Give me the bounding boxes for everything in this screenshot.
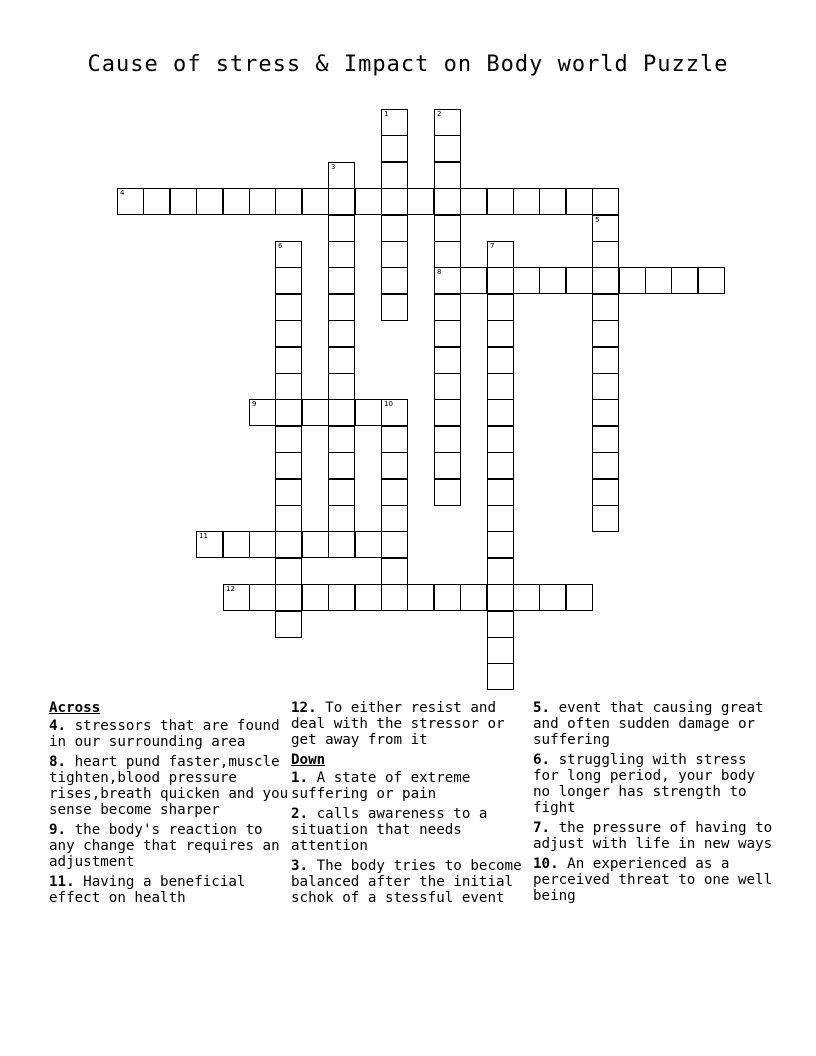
grid-cell[interactable] bbox=[381, 452, 408, 479]
grid-cell[interactable] bbox=[513, 584, 540, 611]
grid-cell[interactable] bbox=[381, 399, 408, 426]
grid-cell[interactable] bbox=[434, 188, 461, 215]
grid-cell[interactable] bbox=[487, 479, 514, 506]
grid-cell[interactable] bbox=[460, 267, 487, 294]
grid-cell[interactable] bbox=[487, 294, 514, 321]
cell-number: 3 bbox=[331, 163, 336, 171]
grid-cell[interactable] bbox=[645, 267, 672, 294]
grid-cell[interactable] bbox=[487, 267, 514, 294]
grid-cell[interactable] bbox=[487, 531, 514, 558]
grid-cell[interactable] bbox=[434, 584, 461, 611]
grid-cell[interactable] bbox=[434, 426, 461, 453]
grid-cell[interactable] bbox=[249, 399, 276, 426]
grid-cell[interactable] bbox=[487, 373, 514, 400]
grid-cell[interactable] bbox=[592, 479, 619, 506]
grid-cell[interactable] bbox=[487, 241, 514, 268]
grid-cell[interactable] bbox=[434, 162, 461, 189]
grid-cell[interactable] bbox=[487, 399, 514, 426]
grid-cell[interactable] bbox=[275, 558, 302, 585]
grid-cell[interactable] bbox=[328, 452, 355, 479]
grid-cell[interactable] bbox=[275, 347, 302, 374]
clue-down-7: 7. the pressure of having to adjust with life in new ways bbox=[533, 820, 773, 852]
grid-cell[interactable] bbox=[143, 188, 170, 215]
grid-cell[interactable] bbox=[566, 584, 593, 611]
grid-cell[interactable] bbox=[275, 426, 302, 453]
grid-cell[interactable] bbox=[487, 637, 514, 664]
grid-cell[interactable] bbox=[592, 505, 619, 532]
grid-cell[interactable] bbox=[355, 584, 382, 611]
grid-cell[interactable] bbox=[487, 663, 514, 690]
grid-cell[interactable] bbox=[592, 241, 619, 268]
grid-cell[interactable] bbox=[407, 584, 434, 611]
cell-number: 11 bbox=[199, 532, 208, 540]
grid-cell[interactable] bbox=[434, 347, 461, 374]
cell-number: 6 bbox=[278, 242, 283, 250]
grid-cell[interactable] bbox=[117, 188, 144, 215]
grid-cell[interactable] bbox=[592, 426, 619, 453]
clue-down-6: 6. struggling with stress for long period, your body no longer has strength to fight bbox=[533, 752, 756, 816]
grid-cell[interactable] bbox=[434, 215, 461, 242]
grid-cell[interactable] bbox=[434, 267, 461, 294]
grid-cell[interactable] bbox=[328, 294, 355, 321]
grid-cell[interactable] bbox=[381, 188, 408, 215]
grid-cell[interactable] bbox=[302, 531, 329, 558]
grid-cell[interactable] bbox=[460, 188, 487, 215]
grid-cell[interactable] bbox=[381, 162, 408, 189]
grid-cell[interactable] bbox=[513, 267, 540, 294]
clue-across-8: 8. heart pund faster,muscle tighten,blood pressure rises,breath quicken and you sense become sharper bbox=[49, 754, 289, 818]
grid-cell[interactable] bbox=[592, 347, 619, 374]
grid-cell[interactable] bbox=[487, 452, 514, 479]
grid-cell[interactable] bbox=[592, 294, 619, 321]
cell-number: 8 bbox=[437, 268, 442, 276]
clues-column-1 bbox=[49, 700, 289, 910]
grid-cell[interactable] bbox=[592, 188, 619, 215]
grid-cell[interactable] bbox=[487, 611, 514, 638]
grid-cell[interactable] bbox=[275, 584, 302, 611]
down-heading: Down bbox=[291, 752, 326, 768]
grid-cell[interactable] bbox=[275, 479, 302, 506]
grid-cell[interactable] bbox=[671, 267, 698, 294]
grid-cell[interactable] bbox=[196, 188, 223, 215]
grid-cell[interactable] bbox=[487, 505, 514, 532]
cell-number: 10 bbox=[384, 400, 393, 408]
clue-down-2: 2. calls awareness to a situation that needs attention bbox=[291, 806, 488, 854]
grid-cell[interactable] bbox=[328, 215, 355, 242]
clue-down-5: 5. event that causing great and often sudden damage or suffering bbox=[533, 700, 764, 748]
clue-across-12: 12. To either resist and deal with the stressor or get away from it bbox=[291, 700, 505, 748]
grid-cell[interactable] bbox=[275, 373, 302, 400]
grid-cell[interactable] bbox=[381, 241, 408, 268]
grid-cell[interactable] bbox=[566, 188, 593, 215]
grid-cell[interactable] bbox=[513, 188, 540, 215]
grid-cell[interactable] bbox=[355, 188, 382, 215]
grid-cell[interactable] bbox=[381, 558, 408, 585]
grid-cell[interactable] bbox=[592, 320, 619, 347]
grid-cell[interactable] bbox=[434, 135, 461, 162]
grid-cell[interactable] bbox=[381, 479, 408, 506]
grid-cell[interactable] bbox=[381, 426, 408, 453]
grid-cell[interactable] bbox=[275, 611, 302, 638]
cell-number: 1 bbox=[384, 110, 389, 118]
grid-cell[interactable] bbox=[275, 188, 302, 215]
cell-number: 2 bbox=[437, 110, 442, 118]
grid-cell[interactable] bbox=[381, 215, 408, 242]
grid-cell[interactable] bbox=[381, 267, 408, 294]
grid-cell[interactable] bbox=[487, 584, 514, 611]
grid-cell[interactable] bbox=[381, 294, 408, 321]
clue-across-11: 11. Having a beneficial effect on health bbox=[49, 874, 246, 906]
grid-cell[interactable] bbox=[487, 188, 514, 215]
grid-cell[interactable] bbox=[434, 241, 461, 268]
grid-cell[interactable] bbox=[592, 373, 619, 400]
grid-cell[interactable] bbox=[434, 373, 461, 400]
grid-cell[interactable] bbox=[302, 188, 329, 215]
grid-cell[interactable] bbox=[487, 320, 514, 347]
grid-cell[interactable] bbox=[328, 426, 355, 453]
grid-cell[interactable] bbox=[381, 109, 408, 136]
grid-cell[interactable] bbox=[619, 267, 646, 294]
cell-number: 12 bbox=[226, 585, 235, 593]
grid-cell[interactable] bbox=[381, 531, 408, 558]
across-heading: Across bbox=[49, 700, 101, 716]
grid-cell[interactable] bbox=[328, 373, 355, 400]
grid-cell[interactable] bbox=[223, 531, 250, 558]
grid-cell[interactable] bbox=[196, 531, 223, 558]
grid-cell[interactable] bbox=[434, 294, 461, 321]
grid-cell[interactable] bbox=[592, 267, 619, 294]
cell-number: 5 bbox=[595, 216, 600, 224]
grid-cell[interactable] bbox=[328, 479, 355, 506]
grid-cell[interactable] bbox=[355, 399, 382, 426]
grid-cell[interactable] bbox=[328, 584, 355, 611]
grid-cell[interactable] bbox=[249, 188, 276, 215]
clue-across-9: 9. the body's reaction to any change that requires an adjustment bbox=[49, 822, 280, 870]
grid-cell[interactable] bbox=[328, 241, 355, 268]
grid-cell[interactable] bbox=[328, 320, 355, 347]
grid-cell[interactable] bbox=[328, 505, 355, 532]
grid-cell[interactable] bbox=[275, 294, 302, 321]
grid-cell[interactable] bbox=[275, 267, 302, 294]
grid-cell[interactable] bbox=[328, 188, 355, 215]
cell-number: 9 bbox=[252, 400, 257, 408]
cell-number: 7 bbox=[490, 242, 495, 250]
grid-cell[interactable] bbox=[592, 215, 619, 242]
grid-cell[interactable] bbox=[698, 267, 725, 294]
grid-cell[interactable] bbox=[407, 188, 434, 215]
grid-cell[interactable] bbox=[566, 267, 593, 294]
grid-cell[interactable] bbox=[434, 479, 461, 506]
grid-cell[interactable] bbox=[434, 399, 461, 426]
grid-cell[interactable] bbox=[355, 531, 382, 558]
clue-down-3: 3. The body tries to become balanced after the initial schok of a stessful event bbox=[291, 858, 522, 906]
clue-across-4: 4. stressors that are found in our surrounding area bbox=[49, 718, 280, 750]
grid-cell[interactable] bbox=[249, 584, 276, 611]
grid-cell[interactable] bbox=[328, 399, 355, 426]
clue-down-1: 1. A state of extreme suffering or pain bbox=[291, 770, 471, 802]
grid-cell[interactable] bbox=[434, 452, 461, 479]
grid-cell[interactable] bbox=[275, 241, 302, 268]
grid-cell[interactable] bbox=[328, 162, 355, 189]
grid-cell[interactable] bbox=[381, 135, 408, 162]
grid-cell[interactable] bbox=[487, 347, 514, 374]
puzzle-title: Cause of stress & Impact on Body world Puzzle bbox=[87, 52, 729, 77]
clue-down-10: 10. An experienced as a perceived threat to one well being bbox=[533, 856, 773, 904]
grid-cell[interactable] bbox=[302, 584, 329, 611]
grid-cell[interactable] bbox=[592, 452, 619, 479]
grid-cell[interactable] bbox=[328, 531, 355, 558]
grid-cell[interactable] bbox=[275, 399, 302, 426]
grid-cell[interactable] bbox=[275, 320, 302, 347]
grid-cell[interactable] bbox=[275, 531, 302, 558]
grid-cell[interactable] bbox=[328, 347, 355, 374]
grid-cell[interactable] bbox=[275, 505, 302, 532]
grid-cell[interactable] bbox=[302, 399, 329, 426]
grid-cell[interactable] bbox=[328, 267, 355, 294]
clues-column-2 bbox=[291, 700, 531, 910]
grid-cell[interactable] bbox=[381, 584, 408, 611]
grid-cell[interactable] bbox=[460, 584, 487, 611]
grid-cell[interactable] bbox=[170, 188, 197, 215]
grid-cell[interactable] bbox=[487, 426, 514, 453]
grid-cell[interactable] bbox=[539, 584, 566, 611]
cell-number: 4 bbox=[120, 189, 125, 197]
grid-cell[interactable] bbox=[275, 452, 302, 479]
grid-cell[interactable] bbox=[434, 109, 461, 136]
clues-column-3 bbox=[533, 700, 773, 908]
grid-cell[interactable] bbox=[434, 320, 461, 347]
grid-cell[interactable] bbox=[539, 267, 566, 294]
grid-cell[interactable] bbox=[592, 399, 619, 426]
grid-cell[interactable] bbox=[487, 558, 514, 585]
grid-cell[interactable] bbox=[223, 584, 250, 611]
grid-cell[interactable] bbox=[249, 531, 276, 558]
grid-cell[interactable] bbox=[223, 188, 250, 215]
grid-cell[interactable] bbox=[381, 505, 408, 532]
grid-cell[interactable] bbox=[539, 188, 566, 215]
